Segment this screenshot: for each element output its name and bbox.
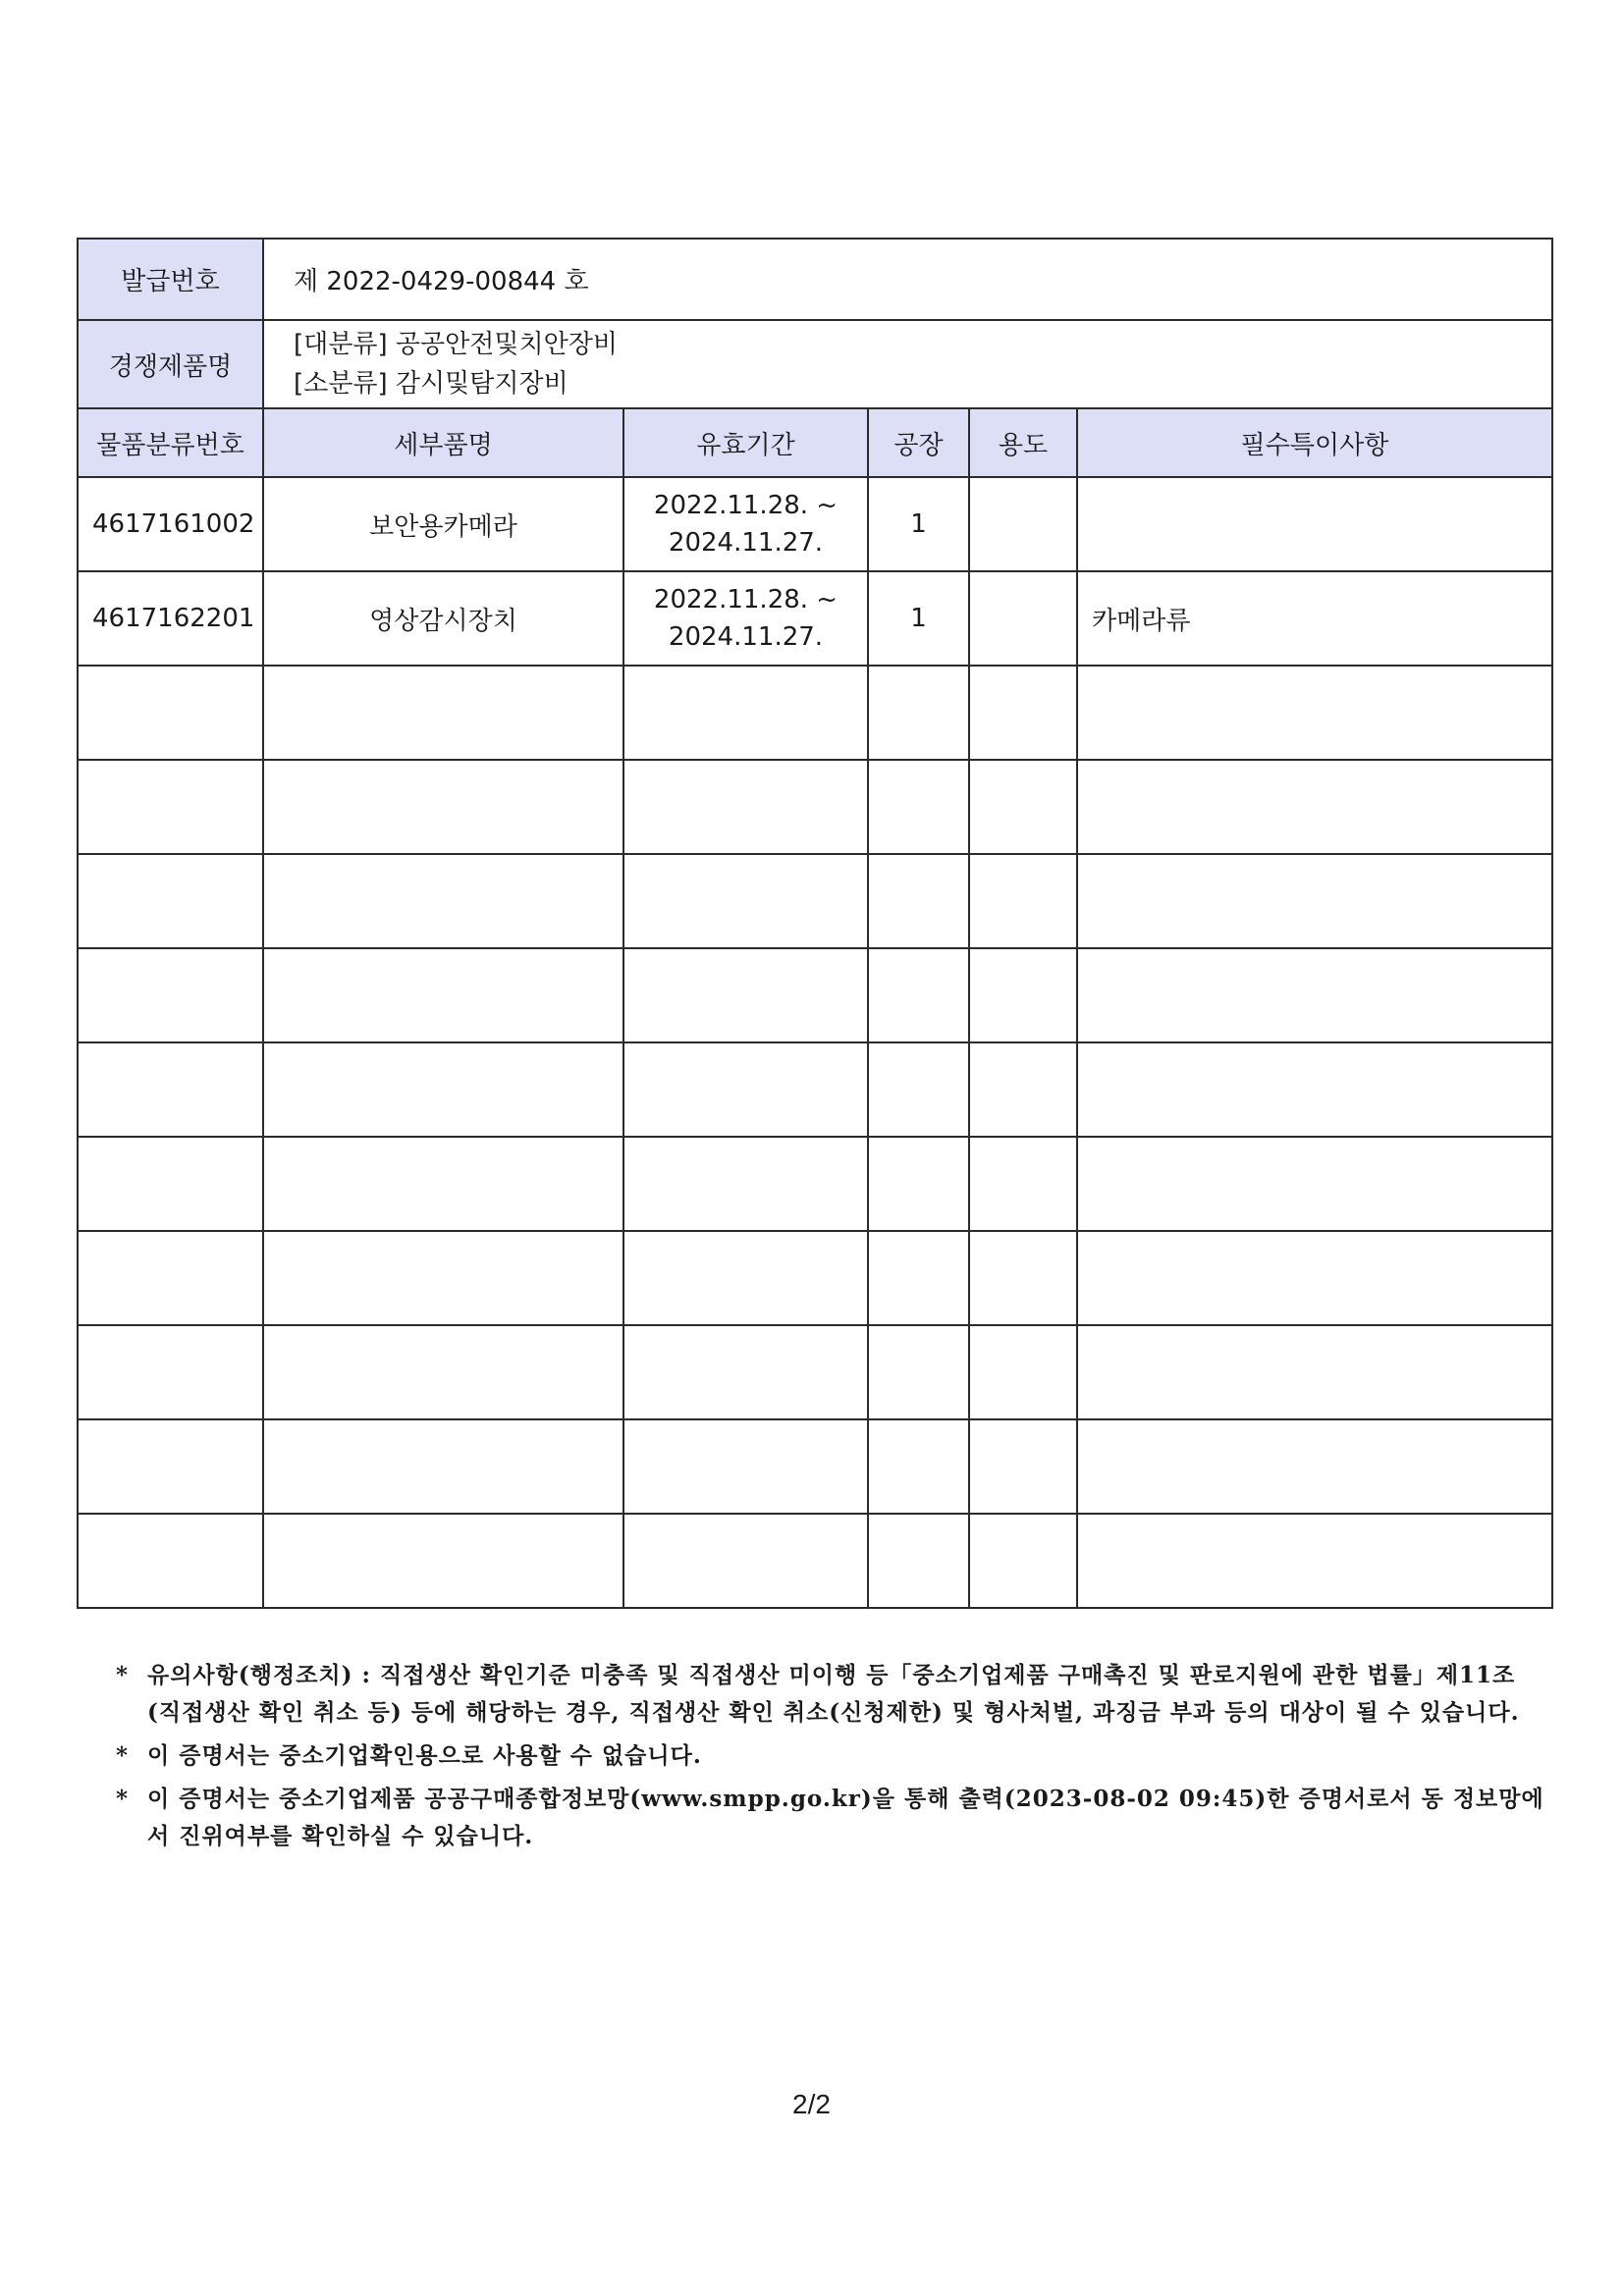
table-row [78,477,1552,571]
cell-code [78,666,263,760]
cell-usage [969,1514,1077,1608]
table-row [78,760,1552,854]
page-number: 2/2 [792,2089,831,2119]
cell-required-notes [1077,1514,1552,1608]
cell-usage [969,666,1077,760]
table-row [78,1419,1552,1514]
minor-category-line: [소분류] 감시및탐지장비 [294,369,568,399]
cell-detail-name [263,1325,623,1419]
cell-code [78,760,263,854]
cell-detail-name [263,1042,623,1137]
cell-required-notes [1077,477,1552,571]
cell-detail-name: 영상감시장치 [263,571,623,666]
cell-factory [868,948,969,1042]
table-row [78,1231,1552,1325]
cell-required-notes [1077,854,1552,948]
cell-validity [623,666,868,760]
validity-start: 2022.11.28. ~ [653,491,839,520]
cell-validity [623,1137,868,1231]
cell-validity [623,571,868,666]
cell-code [78,1514,263,1608]
cell-usage [969,477,1077,571]
asterisk-bullet: * [116,1742,130,1769]
cell-usage [969,571,1077,666]
cell-factory [868,1137,969,1231]
cell-required-notes [1077,1325,1552,1419]
note-item [116,1737,1549,1775]
cell-required-notes [1077,1231,1552,1325]
cell-validity [623,760,868,854]
cell-detail-name [263,1231,623,1325]
cell-validity [623,1514,868,1608]
column-header-code: 물품분류번호 [78,408,263,477]
table-row [78,948,1552,1042]
cell-detail-name [263,666,623,760]
issue-number-value: 제 2022-0429-00844 호 [263,239,1552,320]
cell-code [78,854,263,948]
column-header-detail-name: 세부품명 [263,408,623,477]
issue-number-row [78,239,1552,320]
column-header-factory: 공장 [868,408,969,477]
cell-required-notes: 카메라류 [1077,571,1552,666]
product-name-row [78,320,1552,408]
cell-factory [868,1514,969,1608]
cell-validity [623,1042,868,1137]
note-item [116,1781,1549,1855]
cell-required-notes [1077,1419,1552,1514]
cell-detail-name [263,760,623,854]
cell-factory [868,854,969,948]
cell-code [78,1419,263,1514]
cell-required-notes [1077,760,1552,854]
cell-validity [623,854,868,948]
cell-code [78,1231,263,1325]
table-row [78,1514,1552,1608]
table-row [78,1042,1552,1137]
cell-usage [969,760,1077,854]
cell-validity [623,948,868,1042]
cell-usage [969,948,1077,1042]
cell-validity [623,1419,868,1514]
cell-factory: 1 [868,477,969,571]
cell-validity [623,1231,868,1325]
cell-code [78,1137,263,1231]
table-row [78,571,1552,666]
cell-code: 4617162201 [78,571,263,666]
column-header-required-notes: 필수특이사항 [1077,408,1552,477]
table-row [78,666,1552,760]
cell-code [78,1042,263,1137]
note-text: 유의사항(행정조치) : 직접생산 확인기준 미충족 및 직접생산 미이행 등「중소기업제품 구매촉진 및 판로지원에 관한 법률」제11조(직접생산 확인 취소 등) 등에 해당하는 경우, 직접생산 확인 취소(신청제한) 및 형사처벌, 과징금 부과 등의 대상이 될 수 있습니다. [147,1662,1520,1726]
issue-number-label: 발급번호 [78,239,263,320]
column-header-row [78,408,1552,477]
cell-required-notes [1077,666,1552,760]
cell-required-notes [1077,1042,1552,1137]
cell-factory [868,1325,969,1419]
validity-start: 2022.11.28. ~ [653,585,839,614]
cell-detail-name [263,1137,623,1231]
cell-validity [623,1325,868,1419]
cell-usage [969,1419,1077,1514]
cell-detail-name: 보안용카메라 [263,477,623,571]
cell-usage [969,1137,1077,1231]
cell-code [78,948,263,1042]
cell-detail-name [263,948,623,1042]
cell-required-notes [1077,1137,1552,1231]
certificate-table [77,238,1553,1609]
cell-code [78,1325,263,1419]
note-item [116,1657,1549,1732]
major-category-line: [대분류] 공공안전및치안장비 [294,330,618,359]
asterisk-bullet: * [116,1662,130,1688]
cell-factory [868,1042,969,1137]
product-name-label: 경쟁제품명 [78,320,263,408]
cell-factory [868,666,969,760]
product-name-value [263,320,1552,408]
table-row [78,854,1552,948]
cell-detail-name [263,1514,623,1608]
cell-detail-name [263,854,623,948]
note-text: 이 증명서는 중소기업확인용으로 사용할 수 없습니다. [147,1742,702,1769]
column-header-usage: 용도 [969,408,1077,477]
notes-section [116,1657,1549,1861]
validity-end: 2024.11.27. [668,528,824,558]
cell-validity [623,477,868,571]
cell-usage [969,1042,1077,1137]
cell-usage [969,854,1077,948]
cell-factory [868,760,969,854]
cell-detail-name [263,1419,623,1514]
table-row [78,1325,1552,1419]
table-row [78,1137,1552,1231]
cell-usage [969,1325,1077,1419]
note-text: 이 증명서는 중소기업제품 공공구매종합정보망(www.smpp.go.kr)을 통해 출력(2023-08-02 09:45)한 증명서로서 동 정보망에서 진위여부를 확인하실 수 있습니다. [147,1786,1544,1849]
validity-end: 2024.11.27. [668,622,824,652]
cell-code: 4617161002 [78,477,263,571]
column-header-validity: 유효기간 [623,408,868,477]
cell-factory [868,1231,969,1325]
cell-usage [969,1231,1077,1325]
cell-factory [868,1419,969,1514]
asterisk-bullet: * [116,1786,130,1812]
cell-required-notes [1077,948,1552,1042]
cell-factory: 1 [868,571,969,666]
